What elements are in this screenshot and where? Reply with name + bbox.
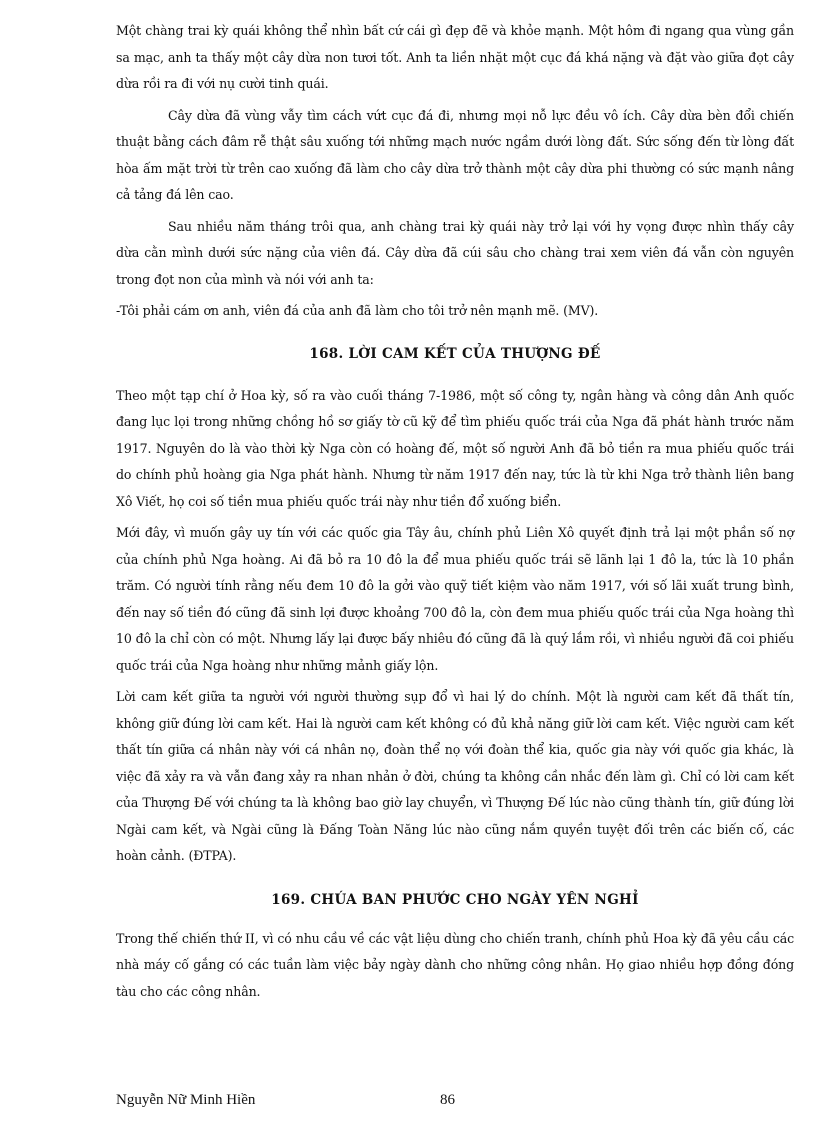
- section-168-heading: 168. LỜI CAM KẾT CỦA THƯỢNG ĐẾ: [309, 345, 601, 362]
- footer-author: Nguyễn Nữ Minh Hiền: [116, 1092, 256, 1108]
- intro-paragraph: Sau nhiều năm tháng trôi qua, anh chàng trai kỳ quái này trở lại với hy vọng được nhìn thấy cây dừa cằn mình dưới sức nặng của viên đá. Cây dừa đã cúi sâu cho chàng trai xem viên đá vẫn còn nguyên trong đọt non của mình và nói với anh ta:: [116, 218, 794, 287]
- section-168-paragraph: Theo một tạp chí ở Hoa kỳ, số ra vào cuối tháng 7-1986, một số công ty, ngân hàng và công dân Anh quốc đang lục lọi trong những chồng hồ sơ giấy tờ cũ kỹ để tìm phiếu quốc trái của Nga đã phát hành trước năm 1917. Nguyên do là vào thời kỳ Nga còn có hoàng đế, một số người Anh đã bỏ tiền ra mua phiếu quốc trái do chính phủ hoàng gia Nga phát hành. Nhưng từ năm 1917 đến nay, tức là từ khi Nga trở thành liên bang Xô Viết, họ coi số tiền mua phiếu quốc trái này như tiền đổ xuống biển.: [116, 387, 794, 509]
- page-number: 86: [440, 1092, 455, 1108]
- intro-paragraph: Cây dừa đã vùng vẫy tìm cách vứt cục đá đi, nhưng mọi nỗ lực đều vô ích. Cây dừa bèn đổi chiến thuật bằng cách đâm rễ thật sâu xuống tới những mạch nước ngầm dưới lòng đất. Sức sống đến từ lòng đất hòa ấm mặt trời từ trên cao xuống đã làm cho cây dừa trở thành một cây dừa phi thường có sức mạnh nâng cả tảng đá lên cao.: [116, 107, 794, 202]
- section-169-paragraph: Trong thế chiến thứ II, vì có nhu cầu về các vật liệu dùng cho chiến tranh, chính phủ Hoa kỳ đã yêu cầu các nhà máy cố gắng có các tuần làm việc bảy ngày dành cho những công nhân. Họ giao nhiều hợp đồng đóng tàu cho các công nhân.: [116, 930, 794, 999]
- section-168-paragraph: Mới đây, vì muốn gây uy tín với các quốc gia Tây âu, chính phủ Liên Xô quyết định trả lại một phần số nợ của chính phủ Nga hoàng. Ai đã bỏ ra 10 đô la để mua phiếu quốc trái sẽ lãnh lại 1 đô la, tức là 10 phần trăm. Có người tính rằng nếu đem 10 đô la gởi vào quỹ tiết kiệm vào năm 1917, với số lãi xuất trung bình, đến nay số tiền đó cũng đã sinh lợi được khoảng 700 đô la, còn đem mua phiếu quốc trái của Nga hoàng thì 10 đô la chỉ còn có một. Nhưng lấy lại được bấy nhiêu đó cũng đã là quý lắm rồi, vì nhiều người đã coi phiếu quốc trái của Nga hoàng như những mảnh giấy lộn.: [116, 525, 794, 673]
- section-168-paragraph: Lời cam kết giữa ta người với người thường sụp đổ vì hai lý do chính. Một là người cam kết đã thất tín, không giữ đúng lời cam kết. Hai là người cam kết không có đủ khả năng giữ lời cam kết. Việc người cam kết thất tín giữa cá nhân này với cá nhân nọ, đoàn thể nọ với đoàn thể kia, quốc gia này với quốc gia khác, là việc đã xảy ra và vẫn đang xảy ra nhan nhản ở đời, chúng ta không cần nhắc đến làm gì. Chỉ có lời cam kết của Thượng Đế với chúng ta là không bao giờ lay chuyển, vì Thượng Đế lúc nào cũng thành tín, giữ đúng lời Ngài cam kết, và Ngài cũng là Đấng Toàn Năng lúc nào cũng nắm quyền tuyệt đối trên các biến cố, các hoàn cảnh. (ĐTPA).: [116, 689, 794, 863]
- intro-paragraph: -Tôi phải cám ơn anh, viên đá của anh đã làm cho tôi trở nên mạnh mẽ. (MV).: [116, 303, 599, 318]
- section-169-heading: 169. CHÚA BAN PHƯỚC CHO NGÀY YÊN NGHỈ: [271, 891, 639, 908]
- page-content: [116, 18, 794, 1005]
- intro-paragraph: Một chàng trai kỳ quái không thể nhìn bất cứ cái gì đẹp đẽ và khỏe mạnh. Một hôm đi ngang qua vùng gần sa mạc, anh ta thấy một cây dừa non tươi tốt. Anh ta liền nhặt một cục đá khá nặng và đặt vào giữa đọt cây dừa rồi ra đi với nụ cười tinh quái.: [116, 23, 794, 91]
